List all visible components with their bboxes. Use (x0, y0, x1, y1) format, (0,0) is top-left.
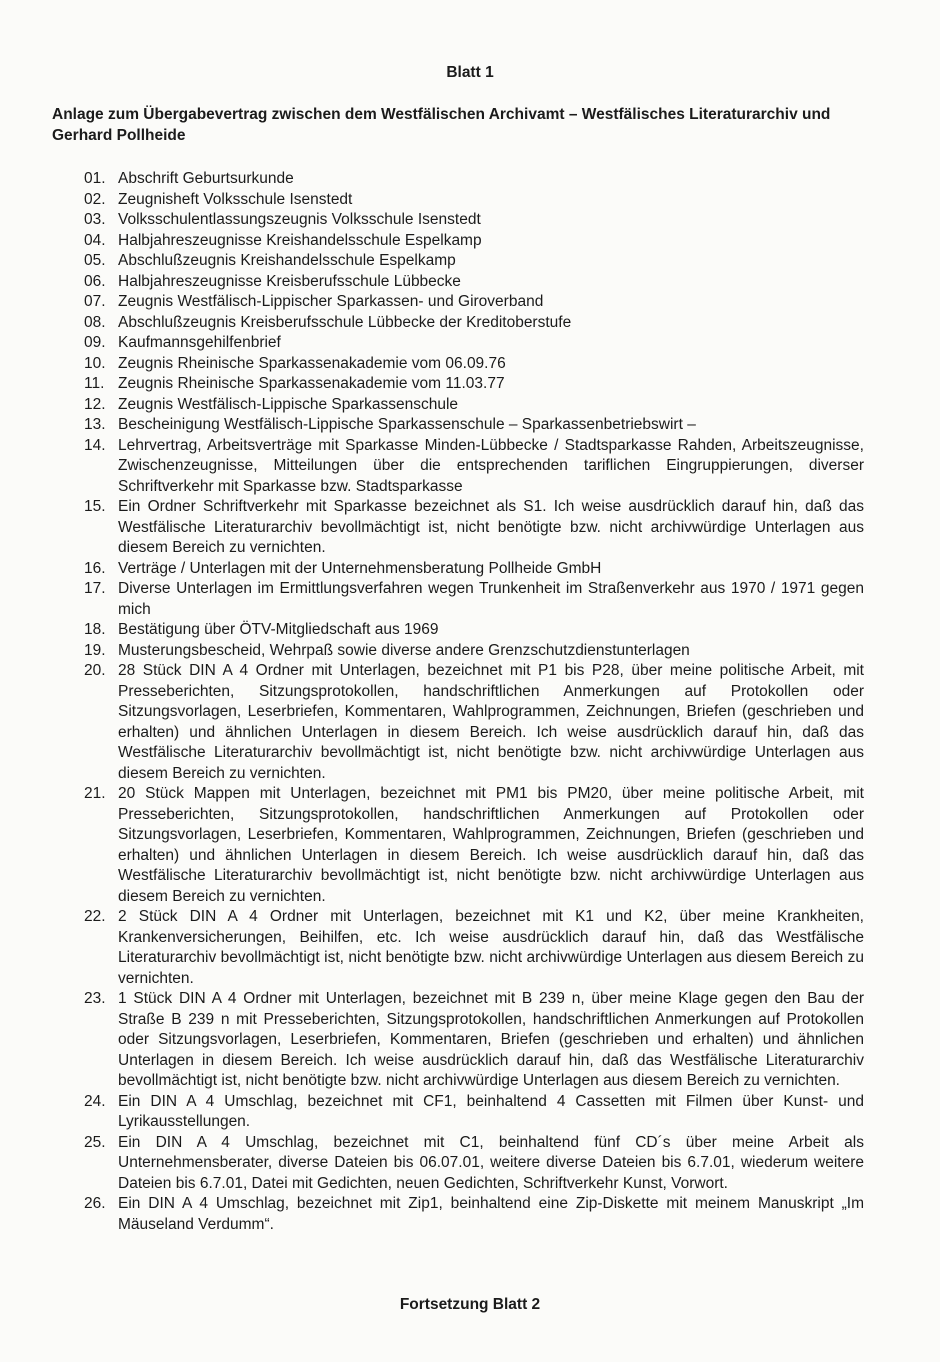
item-text: 2 Stück DIN A 4 Ordner mit Unterlagen, bezeichnet mit K1 und K2, über meine Krankheiten, Krankenversicherungen, Beihilfen, etc. Ich weise ausdrücklich darauf hin, daß das Westfälische Literaturarchiv bevollmächtigt ist, nicht benötigte bzw. nicht archivwürdige Unterlagen aus diesem Bereich zu vernichten. (118, 908, 864, 987)
list-item (84, 989, 864, 1092)
list-item (84, 497, 864, 559)
item-text: Abschlußzeugnis Kreishandelsschule Espelkamp (118, 252, 456, 269)
item-text: Ein DIN A 4 Umschlag, bezeichnet mit C1, beinhaltend fünf CD´s über meine Arbeit als Unternehmensberater, diverse Dateien bis 06.07.01, weitere diverse Dateien bis 6.7.01, wiederum weitere Dateien bis 6.7.01, Datei mit Gedichten, neuen Gedichten, Schriftverkehr Kunst, Vorwort. (118, 1133, 864, 1192)
item-number: 21. (84, 785, 106, 802)
item-number: 16. (84, 559, 106, 577)
item-text: Halbjahreszeugnisse Kreisberufsschule Lübbecke (118, 272, 461, 290)
item-number: 10. (84, 354, 106, 372)
item-text: Verträge / Unterlagen mit der Unternehmensberatung Pollheide GmbH (118, 559, 602, 577)
sheet-title: Blatt 1 (446, 64, 494, 81)
item-number: 23. (84, 990, 106, 1007)
list-item (84, 1194, 864, 1235)
list-item (84, 292, 864, 313)
item-number: 01. (84, 170, 106, 187)
list-item (84, 907, 864, 989)
list-item (84, 1092, 864, 1133)
item-text: Abschrift Geburtsurkunde (118, 170, 294, 187)
list-item (84, 251, 864, 272)
list-item (84, 210, 864, 231)
list-item (84, 436, 864, 498)
item-text: Ein DIN A 4 Umschlag, bezeichnet mit CF1, beinhaltend 4 Cassetten mit Filmen über Kunst- und Lyrikausstellungen. (118, 1092, 864, 1130)
item-text: Ein Ordner Schriftverkehr mit Sparkasse bezeichnet als S1. Ich weise ausdrücklich darauf hin, daß das Westfälische Literaturarchiv bevollmächtigt ist, nicht benötigte bzw. nicht archivwürdige Unterlagen aus diesem Bereich zu vernichten. (118, 498, 864, 556)
list-item (84, 231, 864, 252)
item-number: 13. (84, 416, 106, 433)
item-number: 22. (84, 908, 106, 925)
item-number: 06. (84, 272, 106, 290)
item-number: 20. (84, 662, 106, 679)
list-item (84, 620, 864, 641)
list-item (84, 354, 864, 375)
item-text: Musterungsbescheid, Wehrpaß sowie diverse andere Grenzschutzdienstunterlagen (118, 641, 690, 659)
list-item (84, 190, 864, 211)
item-number: 04. (84, 231, 106, 249)
list-item (84, 559, 864, 580)
item-text: Zeugnis Rheinische Sparkassenakademie vom 11.03.77 (118, 375, 505, 392)
item-text: Ein DIN A 4 Umschlag, bezeichnet mit Zip1, beinhaltend eine Zip-Diskette mit meinem Manuskript „Im Mäuseland Verdumm“. (118, 1195, 864, 1233)
list-item (84, 1133, 864, 1195)
item-number: 02. (84, 190, 106, 208)
item-text: Zeugnis Westfälisch-Lippische Sparkassenschule (118, 395, 459, 413)
item-number: 24. (84, 1092, 106, 1110)
item-number: 03. (84, 211, 106, 228)
item-number: 05. (84, 252, 106, 269)
item-number: 25. (84, 1133, 106, 1151)
item-number: 19. (84, 641, 106, 659)
list-item (84, 415, 864, 436)
item-text: 1 Stück DIN A 4 Ordner mit Unterlagen, bezeichnet mit B 239 n, über meine Klage gegen den Bau der Straße B 239 n mit Presseberichten, Sitzungsprotokollen, handschriftlichen Anmerkungen auf Protokollen oder Sitzungsvorlagen, Leserbriefen, Kommentaren, Briefen (geschrieben und erhalten) und ähnlichen Unterlagen in diesem Bereich. Ich weise ausdrücklich darauf hin, daß das Westfälische Literaturarchiv bevollmächtigt ist, nicht benötigte bzw. nicht archivwürdige Unterlagen aus diesem Bereich zu vernichten. (118, 990, 864, 1089)
item-number: 11. (84, 375, 105, 392)
list-item (84, 641, 864, 662)
item-number: 09. (84, 334, 106, 351)
item-text: Zeugnis Westfälisch-Lippischer Sparkassen- und Giroverband (118, 293, 544, 310)
item-text: Zeugnis Rheinische Sparkassenakademie vom 06.09.76 (118, 354, 506, 372)
item-number: 08. (84, 313, 106, 331)
item-text: Bestätigung über ÖTV-Mitgliedschaft aus 1969 (118, 621, 439, 638)
item-number: 12. (84, 395, 106, 413)
item-text: 20 Stück Mappen mit Unterlagen, bezeichnet mit PM1 bis PM20, über meine politische Arbeit, mit Presseberichten, Sitzungsprotokollen, handschriftlichen Anmerkungen auf Protokollen oder Sitzungsvorlagen, Leserbriefen, Kommentaren, Wahlprogrammen, Zeichnungen, Briefen (geschrieben und erhalten) und ähnlichen Unterlagen in diesem Bereich. Ich weise ausdrücklich darauf hin, daß das Westfälische Literaturarchiv bevollmächtigt ist, nicht benötigte bzw. nicht archivwürdige Unterlagen aus diesem Bereich zu vernichten. (118, 785, 864, 905)
list-item (84, 374, 864, 395)
item-text: Bescheinigung Westfälisch-Lippische Sparkassenschule – Sparkassenbetriebswirt – (118, 416, 696, 433)
item-number: 07. (84, 293, 106, 310)
list-item (84, 333, 864, 354)
list-item (84, 395, 864, 416)
list-item (84, 169, 864, 190)
item-text: Kaufmannsgehilfenbrief (118, 334, 281, 351)
item-number: 18. (84, 621, 106, 638)
list-item (84, 661, 864, 784)
item-number: 15. (84, 498, 106, 515)
list-item (84, 579, 864, 620)
item-number: 17. (84, 580, 106, 597)
item-text: Zeugnisheft Volksschule Isenstedt (118, 190, 353, 208)
item-list (84, 169, 864, 1235)
item-text: Volksschulentlassungszeugnis Volksschule Isenstedt (118, 211, 481, 228)
continuation-footer: Fortsetzung Blatt 2 (399, 1296, 541, 1313)
item-text: 28 Stück DIN A 4 Ordner mit Unterlagen, bezeichnet mit P1 bis P28, über meine politische Arbeit, mit Presseberichten, Sitzungsprotokollen, handschriftlichen Anmerkungen auf Protokollen oder Sitzungsvorlagen, Leserbriefen, Kommentaren, Wahlprogrammen, Zeichnungen, Briefen (geschrieben und erhalten) und ähnlichen Unterlagen in diesem Bereich. Ich weise ausdrücklich darauf hin, daß das Westfälische Literaturarchiv bevollmächtigt ist, nicht benötigte bzw. nicht archivwürdige Unterlagen aus diesem Bereich zu vernichten. (118, 662, 864, 782)
item-text: Diverse Unterlagen im Ermittlungsverfahren wegen Trunkenheit im Straßenverkehr aus 1970 / 1971 gegen mich (118, 580, 864, 618)
list-item (84, 313, 864, 334)
item-text: Abschlußzeugnis Kreisberufsschule Lübbecke der Kreditoberstufe (118, 313, 572, 331)
item-text: Lehrvertrag, Arbeitsverträge mit Sparkasse Minden-Lübbecke / Stadtsparkasse Rahden, Arbeitszeugnisse, Zwischenzeugnisse, Mitteilungen über die entsprechenden tariflichen Eingruppierungen, diverser Schriftverkehr mit Sparkasse bzw. Stadtsparkasse (118, 436, 864, 495)
document-heading: Anlage zum Übergabevertrag zwischen dem Westfälischen Archivamt – Westfälisches Literaturarchiv und Gerhard Pollheide (52, 106, 831, 144)
item-text: Halbjahreszeugnisse Kreishandelsschule Espelkamp (118, 231, 482, 249)
item-number: 26. (84, 1195, 106, 1212)
list-item (84, 272, 864, 293)
list-item (84, 784, 864, 907)
item-number: 14. (84, 436, 106, 454)
